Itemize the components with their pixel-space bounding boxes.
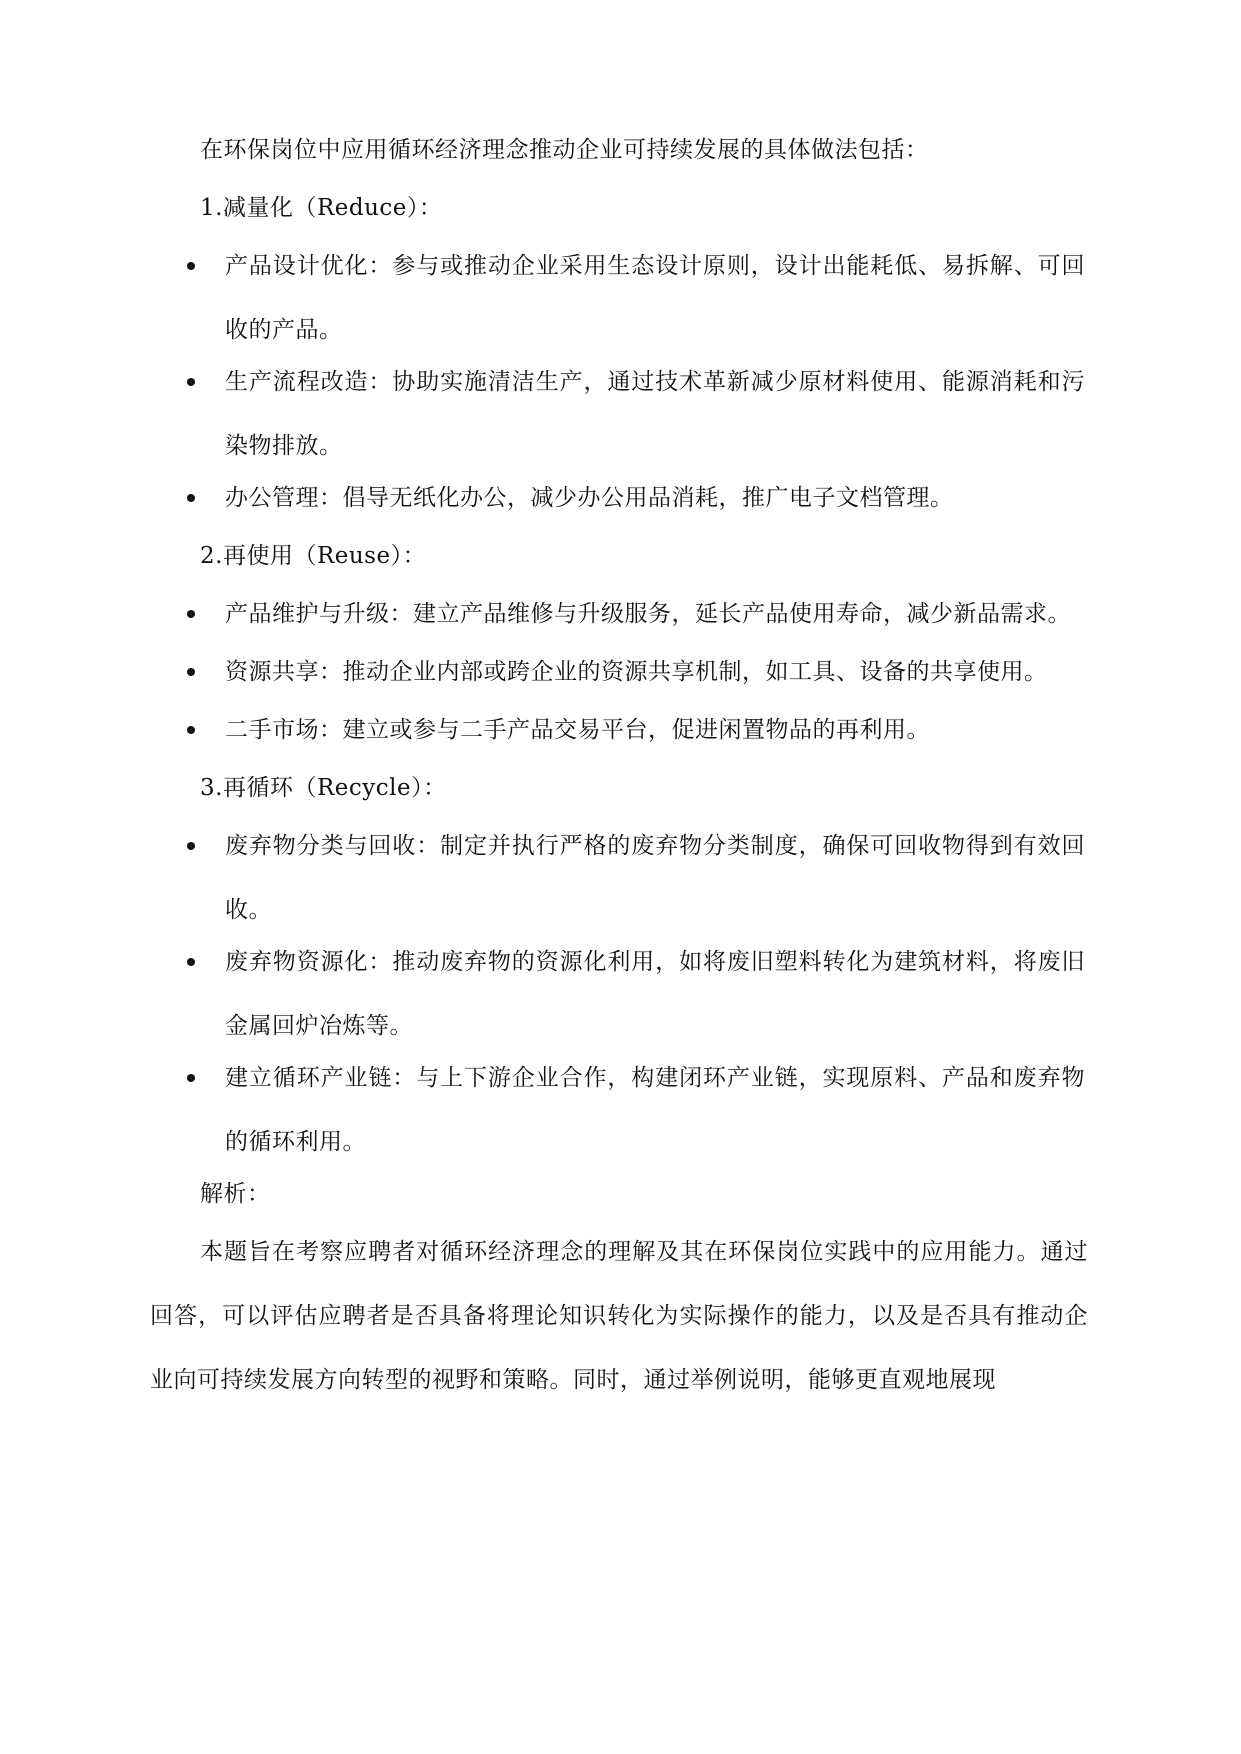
bullet-icon — [187, 494, 195, 502]
section-heading-reuse: 2.再使用（Reuse）： — [200, 543, 427, 569]
bullet-icon — [187, 378, 195, 386]
list-item: 产品设计优化：参与或推动企业采用生态设计原则，设计出能耗低、易拆解、可回收的产品。 — [225, 253, 1085, 343]
list-item: 生产流程改造：协助实施清洁生产，通过技术革新减少原材料使用、能源消耗和污染物排放。 — [225, 369, 1085, 459]
bullet-icon — [187, 726, 195, 734]
bullet-icon — [187, 842, 195, 850]
section-heading-reduce: 1.减量化（Reduce）： — [200, 195, 443, 221]
analysis-paragraph: 本题旨在考察应聘者对循环经济理念的理解及其在环保岗位实践中的应用能力。通过回答，可以评估应聘者是否具备将理论知识转化为实际操作的能力，以及是否具有推动企业向可持续发展方向转型的视野和策略。同时，通过举例说明，能够更直观地展现 — [150, 1239, 1088, 1393]
analysis-label: 解析： — [200, 1181, 271, 1207]
bullet-icon — [187, 668, 195, 676]
list-item: 废弃物资源化：推动废弃物的资源化利用，如将废旧塑料转化为建筑材料，将废旧金属回炉冶炼等。 — [225, 949, 1085, 1039]
bullet-icon — [187, 262, 195, 270]
section-heading-recycle: 3.再循环（Recycle）： — [200, 775, 447, 801]
list-item: 二手市场：建立或参与二手产品交易平台，促进闲置物品的再利用。 — [225, 717, 930, 743]
list-item: 废弃物分类与回收：制定并执行严格的废弃物分类制度，确保可回收物得到有效回收。 — [225, 833, 1085, 923]
bullet-icon — [187, 1074, 195, 1082]
list-item: 资源共享：推动企业内部或跨企业的资源共享机制，如工具、设备的共享使用。 — [225, 659, 1048, 685]
intro-text: 在环保岗位中应用循环经济理念推动企业可持续发展的具体做法包括： — [200, 137, 929, 163]
list-item: 建立循环产业链：与上下游企业合作，构建闭环产业链，实现原料、产品和废弃物的循环利用。 — [225, 1065, 1085, 1155]
bullet-icon — [187, 958, 195, 966]
bullet-icon — [187, 610, 195, 618]
list-item: 办公管理：倡导无纸化办公，减少办公用品消耗，推广电子文档管理。 — [225, 485, 954, 511]
list-item: 产品维护与升级：建立产品维修与升级服务，延长产品使用寿命，减少新品需求。 — [225, 601, 1071, 627]
